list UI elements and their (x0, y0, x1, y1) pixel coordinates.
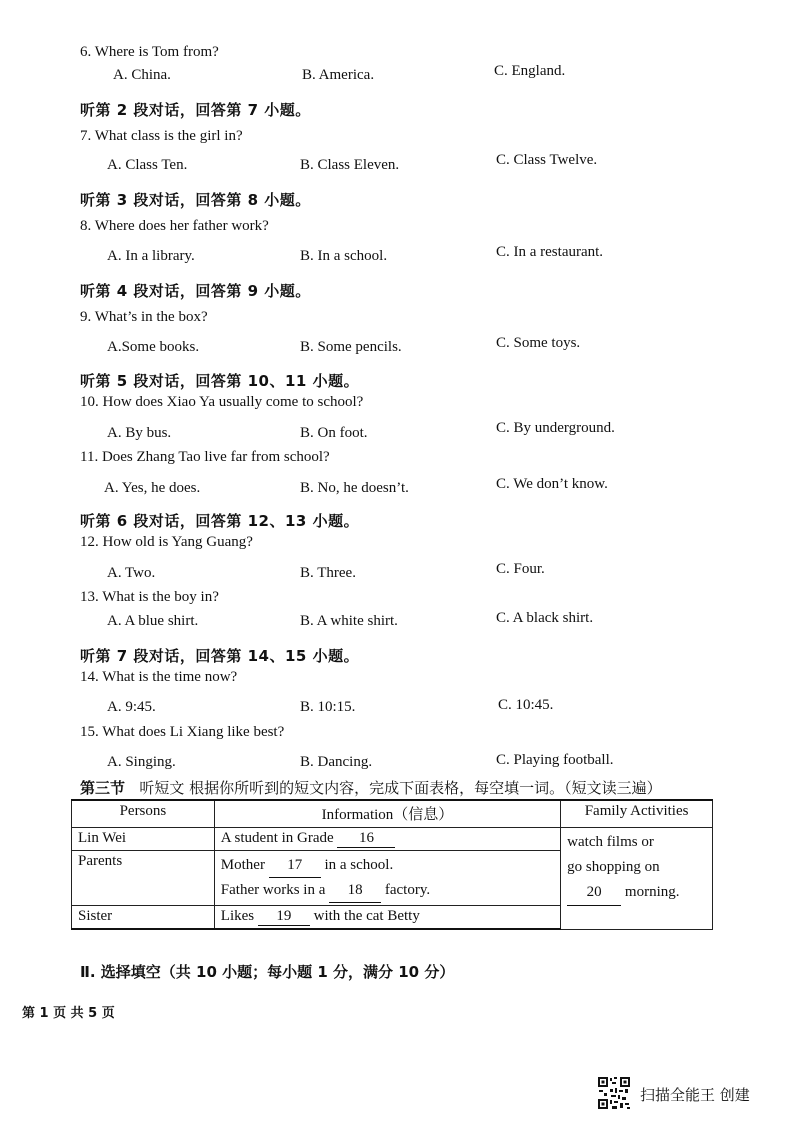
option-9b: B. Some pencils. (300, 339, 402, 355)
option-12a: A. Two. (107, 565, 156, 581)
info-sister (214, 906, 560, 930)
person-sister: Sister (72, 906, 215, 930)
question-6: 6. Where is Tom from? (80, 44, 219, 60)
person-lin-wei: Lin Wei (72, 828, 215, 851)
question-15: 15. What does Li Xiang like best? (80, 724, 285, 740)
family-line-3-text: morning. (624, 884, 680, 900)
person-parents: Parents (72, 851, 215, 906)
question-14: 14. What is the time now? (80, 669, 238, 685)
option-13c: C. A black shirt. (496, 610, 594, 626)
header-information: Information（信息） (214, 800, 560, 828)
blank-19: 19 (258, 908, 310, 926)
option-6c: C. England. (494, 63, 566, 79)
option-11b: B. No, he doesn’t. (300, 480, 409, 496)
option-6a: A. China. (113, 67, 171, 83)
info-text: Mother (220, 857, 265, 873)
part3-instruction: 听短文 根据你所听到的短文内容，完成下面表格，每空填一词。（短文读三遍） (139, 779, 662, 797)
info-lin-wei (214, 828, 560, 851)
option-13a: A. A blue shirt. (107, 613, 199, 629)
option-14a: A. 9:45. (107, 699, 156, 715)
question-10: 10. How does Xiao Ya usually come to school? (80, 394, 364, 410)
info-text: factory. (384, 882, 431, 898)
option-11c: C. We don’t know. (496, 476, 608, 492)
option-10b: B. On foot. (300, 425, 368, 441)
family-line-1: watch films or (567, 834, 654, 850)
scanner-watermark: 扫描全能王 创建 (640, 1086, 750, 1104)
info-father (221, 878, 554, 903)
option-7b: B. Class Eleven. (300, 157, 400, 173)
option-13b: B. A white shirt. (300, 613, 398, 629)
info-mother (221, 853, 554, 878)
part3-heading (80, 777, 662, 798)
header-persons: Persons (72, 800, 215, 828)
option-8b: B. In a school. (300, 248, 388, 264)
question-8: 8. Where does her father work? (80, 218, 269, 234)
table-header-row (72, 800, 713, 828)
option-15b: B. Dancing. (300, 754, 373, 770)
info-text: Likes (220, 908, 255, 924)
option-12c: C. Four. (496, 561, 545, 577)
question-13: 13. What is the boy in? (80, 589, 219, 605)
part3-label: 第三节 (80, 779, 126, 797)
option-14b: B. 10:15. (300, 699, 356, 715)
qr-code-icon (597, 1076, 631, 1110)
family-line-2: go shopping on (567, 859, 660, 875)
section-heading-6: 听第 6 段对话，回答第 12、13 小题。 (80, 512, 360, 530)
blank-17: 17 (269, 853, 321, 878)
question-9: 9. What’s in the box? (80, 309, 208, 325)
option-10c: C. By underground. (496, 420, 615, 436)
blank-16: 16 (337, 830, 395, 848)
option-15c: C. Playing football. (496, 752, 614, 768)
option-7c: C. Class Twelve. (496, 152, 598, 168)
option-9c: C. Some toys. (496, 335, 581, 351)
information-table (71, 799, 713, 930)
option-6b: B. America. (302, 67, 375, 83)
table-row (72, 828, 713, 851)
option-11a: A. Yes, he does. (104, 480, 201, 496)
info-text: A student in Grade (220, 830, 334, 846)
info-parents (214, 851, 560, 906)
blank-18: 18 (329, 878, 381, 903)
option-7a: A. Class Ten. (107, 157, 188, 173)
option-12b: B. Three. (300, 565, 356, 581)
question-11: 11. Does Zhang Tao live far from school? (80, 449, 330, 465)
family-line-3 (567, 880, 706, 906)
section-heading-2: 听第 2 段对话，回答第 7 小题。 (80, 101, 311, 119)
section-heading-5: 听第 5 段对话，回答第 10、11 小题。 (80, 372, 360, 390)
option-10a: A. By bus. (107, 425, 172, 441)
section-heading-3: 听第 3 段对话，回答第 8 小题。 (80, 191, 311, 209)
option-8c: C. In a restaurant. (496, 244, 604, 260)
question-12: 12. How old is Yang Guang? (80, 534, 253, 550)
section-heading-7: 听第 7 段对话，回答第 14、15 小题。 (80, 647, 360, 665)
info-text: with the cat Betty (313, 908, 420, 924)
info-text: Father works in a (220, 882, 326, 898)
family-activities-cell (561, 828, 713, 930)
option-14c: C. 10:45. (498, 697, 554, 713)
blank-20: 20 (567, 880, 621, 906)
info-text: in a school. (324, 857, 394, 873)
page-footer: 第 1 页 共 5 页 (22, 1006, 115, 1021)
question-7: 7. What class is the girl in? (80, 128, 243, 144)
option-15a: A. Singing. (107, 754, 176, 770)
part2-heading: Ⅱ. 选择填空（共 10 小题；每小题 1 分，满分 10 分） (80, 963, 455, 981)
header-family-activities: Family Activities (561, 800, 713, 828)
option-9a: A.Some books. (107, 339, 200, 355)
option-8a: A. In a library. (107, 248, 195, 264)
section-heading-4: 听第 4 段对话，回答第 9 小题。 (80, 282, 311, 300)
